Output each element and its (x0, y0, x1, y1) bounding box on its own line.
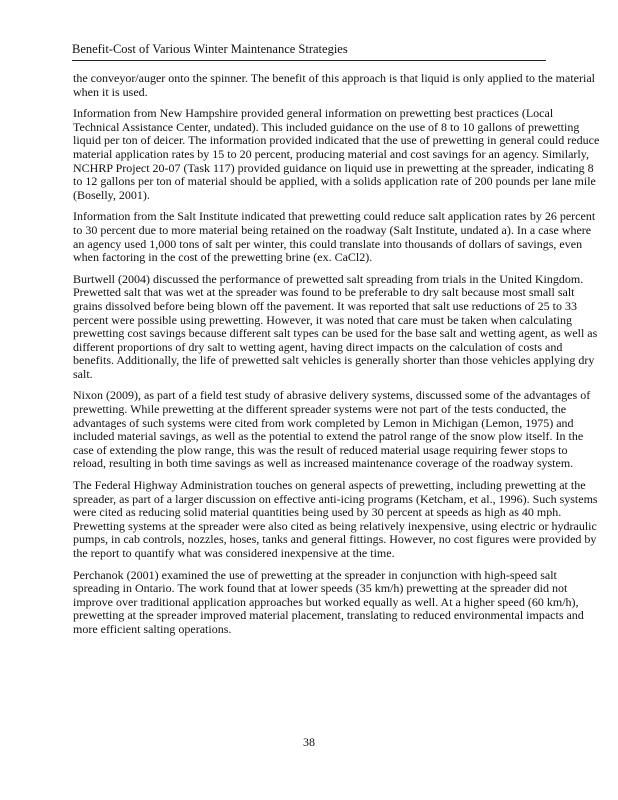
paragraph-conveyor-auger: the conveyor/auger onto the spinner. The benefit of this approach is that liquid is only applied to the material when it is used. (73, 71, 595, 99)
paragraph-salt-institute: Information from the Salt Institute indicated that prewetting could reduce salt application rates by 26 percent to 30 percent due to more material being retained on the roadway (Salt Institute, undated a). In a case where an agency used 1,000 tons of salt per winter, this could translate into thousands of dollars of savings, even when factoring in the cost of the prewetting brine (ex. CaCl2). (73, 209, 596, 265)
paragraph-fhwa: The Federal Highway Administration touches on general aspects of prewetting, including prewetting at the spreader, as part of a larger discussion on effective anti-icing programs (Ketcham, et al., 1996). Such systems were cited as reducing solid material quantities being used by 30 percent at speeds as high as 40 mph. Prewetting systems at the spreader were also cited as being relatively inexpensive, using electric or hydraulic pumps, in cab controls, nozzles, hoses, tanks and general fittings. However, no cost figures were provided by the report to quantify what was considered inexpensive at the time. (73, 478, 598, 560)
paragraph-burtwell: Burtwell (2004) discussed the performance of prewetted salt spreading from trials in the United Kingdom. Prewetted salt that was wet at the spreader was found to be preferable to dry salt because most small salt grains dissolved before being blown off the pavement. It was reported that salt use reductions of 25 to 33 percent were possible using prewetting. However, it was noted that care must be taken when calculating prewetting cost savings because different salt types can be used for the base salt and wetting agent, as well as different proportions of dry salt to wetting agent, having direct impacts on the calculation of costs and benefits. Additionally, the life of prewetted salt vehicles is generally shorter than those vehicles applying dry salt. (73, 271, 598, 381)
page-footer (0, 735, 618, 750)
header-title: Benefit-Cost of Various Winter Maintenance Strategies (72, 42, 348, 56)
running-header (72, 42, 546, 61)
paragraph-new-hampshire: Information from New Hampshire provided general information on prewetting best practices (Local Technical Assistance Center, undated). This included guidance on the use of 8 to 10 gallons of prewetting liquid per ton of deicer. The information provided indicated that the use of prewetting in general could reduce material application rates by 15 to 20 percent, producing material and cost savings for an agency. Similarly, NCHRP Project 20-07 (Task 117) provided guidance on liquid use in prewetting at the spreader, indicating 8 to 12 gallons per ton of material should be applied, with a solids application rate of 200 pounds per lane mile (Boselly, 2001). (73, 106, 600, 202)
paragraph-perchanok: Perchanok (2001) examined the use of prewetting at the spreader in conjunction with high-speed salt spreading in Ontario. The work found that at lower speeds (35 km/h) prewetting at the spreader did not improve over traditional application approaches but worked equally as well. At a higher speed (60 km/h), prewetting at the spreader improved material placement, translating to reduced environmental impacts and more efficient salting operations. (73, 567, 584, 636)
document-body (73, 72, 601, 645)
paragraph-nixon: Nixon (2009), as part of a field test study of abrasive delivery systems, discussed some of the advantages of prewetting. While prewetting at the different spreader systems were not part of the tests conducted, the advantages of such systems were cited from work completed by Lemon in Michigan (Lemon, 1975) and included material savings, as well as the potential to extend the patrol range of the snow plow itself. In the case of extending the plow range, this was the result of reduced material usage requiring fewer stops to reload, resulting in both time savings as well as increased maintenance coverage of the roadway system. (73, 388, 591, 471)
page-number: 38 (303, 735, 315, 749)
